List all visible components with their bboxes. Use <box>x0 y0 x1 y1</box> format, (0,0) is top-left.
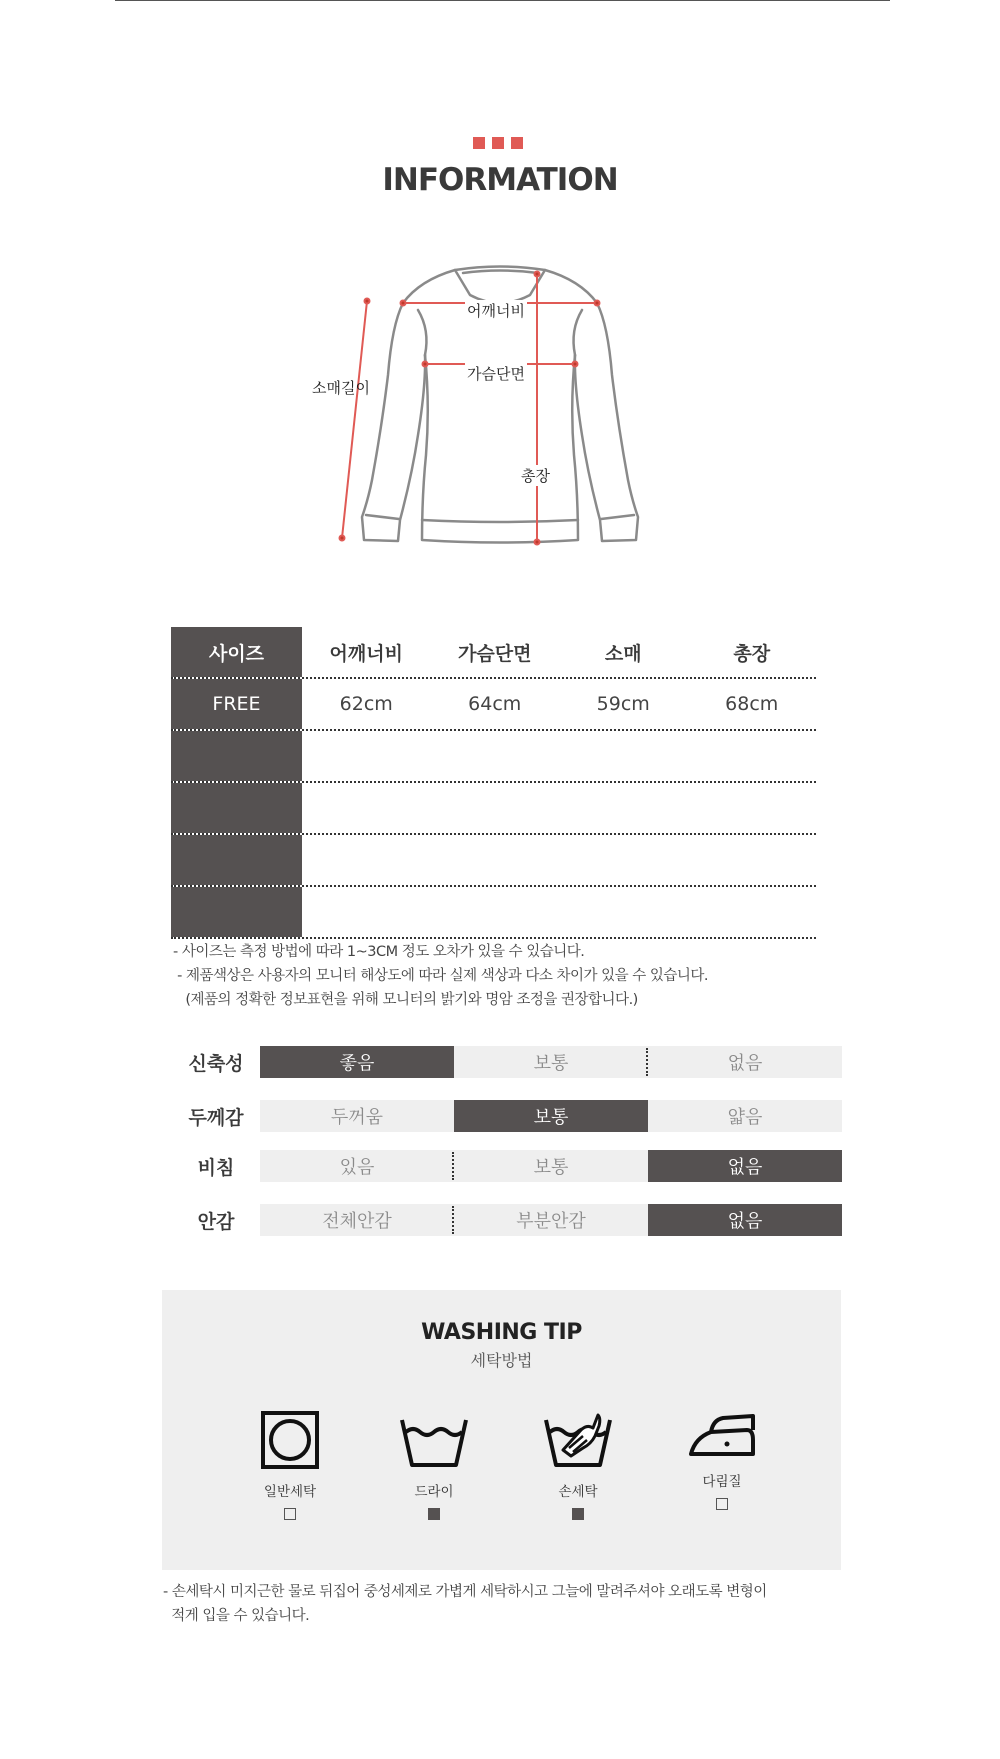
table-row <box>171 887 816 939</box>
attribute-option: 보통 <box>454 1100 648 1132</box>
attribute-scale <box>260 1204 842 1236</box>
table-cell: 62cm <box>339 693 393 715</box>
table-row <box>171 731 816 783</box>
table-cell: 59cm <box>596 693 650 715</box>
washing-title: WASHING TIP <box>421 1320 582 1345</box>
wash-option-label: 다림질 <box>702 1474 742 1490</box>
table-header-cell: 사이즈 <box>171 627 302 677</box>
note-line: (제품의 정확한 정보표현을 위해 모니터의 밝기와 명암 조정을 권장합니다.) <box>173 992 638 1008</box>
attribute-option: 없음 <box>727 1053 763 1074</box>
red-square-icon <box>492 137 504 149</box>
wash-option-label: 일반세탁 <box>263 1484 317 1500</box>
note-line: - 제품색상은 사용자의 모니터 해상도에 따라 실제 색상과 다소 차이가 있을 수 있습니다. <box>173 968 709 984</box>
attribute-option: 부분안감 <box>516 1211 586 1232</box>
washing-subtitle: 세탁방법 <box>470 1351 533 1370</box>
table-header-cell: 가슴단면 <box>458 642 532 665</box>
checkbox-empty-icon <box>284 1508 296 1520</box>
attribute-row <box>170 1150 842 1182</box>
attribute-option: 보통 <box>454 1046 648 1078</box>
attribute-option: 좋음 <box>260 1046 454 1078</box>
red-square-icon <box>473 137 485 149</box>
attribute-scale <box>260 1100 842 1132</box>
attribute-row <box>170 1046 842 1078</box>
attribute-label: 신축성 <box>188 1052 244 1075</box>
size-notes <box>173 940 708 1012</box>
table-cell <box>171 835 302 885</box>
attribute-option: 보통 <box>533 1157 569 1178</box>
wash-option-label: 드라이 <box>414 1484 454 1500</box>
title-decoration <box>473 137 523 149</box>
machine-wash-icon <box>260 1410 320 1470</box>
attribute-scale <box>260 1150 842 1182</box>
table-header-cell: 소매 <box>604 642 642 665</box>
wash-option-iron <box>672 1410 772 1510</box>
attribute-option: 얇음 <box>727 1107 763 1128</box>
checkbox-filled-icon <box>572 1508 584 1520</box>
table-row <box>171 783 816 835</box>
attribute-option: 두꺼움 <box>330 1107 384 1128</box>
table-row <box>171 679 816 731</box>
table-header-cell: 총장 <box>733 642 771 665</box>
table-cell: 64cm <box>468 693 522 715</box>
table-row <box>171 835 816 887</box>
hand-wash-icon <box>543 1410 613 1470</box>
wash-option-machine <box>240 1410 340 1520</box>
washing-notes <box>163 1580 767 1628</box>
attribute-label: 비침 <box>197 1156 235 1179</box>
washing-tip-panel <box>162 1290 841 1570</box>
checkbox-filled-icon <box>428 1508 440 1520</box>
note-line: 적게 입을 수 있습니다. <box>163 1608 310 1624</box>
attribute-option: 있음 <box>260 1150 454 1182</box>
wash-option-hand <box>528 1410 628 1520</box>
attribute-row <box>170 1100 842 1132</box>
attribute-option: 없음 <box>648 1204 842 1236</box>
shoulder-label: 어깨너비 <box>467 302 525 320</box>
length-label: 총장 <box>521 467 550 485</box>
iron-icon <box>687 1410 757 1460</box>
page-title: INFORMATION <box>382 162 618 198</box>
sleeve-label: 소매길이 <box>312 379 370 397</box>
chest-label: 가슴단면 <box>467 365 525 383</box>
attribute-row <box>170 1204 842 1236</box>
attribute-scale <box>260 1046 842 1078</box>
table-header-row <box>171 627 816 679</box>
wash-option-dry <box>384 1410 484 1520</box>
note-line: - 손세탁시 미지근한 물로 뒤집어 중성세제로 가볍게 세탁하시고 그늘에 말려주셔야 오래도록 변형이 <box>163 1584 767 1600</box>
attribute-option: 없음 <box>648 1150 842 1182</box>
attribute-option: 전체안감 <box>260 1204 454 1236</box>
table-header-cell: 어깨너비 <box>329 642 403 665</box>
top-divider <box>115 0 890 1</box>
wash-option-label: 손세탁 <box>558 1484 598 1500</box>
note-line: - 사이즈는 측정 방법에 따라 1~3CM 정도 오차가 있을 수 있습니다. <box>173 944 585 960</box>
checkbox-empty-icon <box>716 1498 728 1510</box>
red-square-icon <box>511 137 523 149</box>
attribute-label: 안감 <box>197 1210 235 1233</box>
table-cell: FREE <box>171 679 302 729</box>
table-cell <box>171 731 302 781</box>
table-cell <box>171 783 302 833</box>
size-table <box>171 627 816 939</box>
attribute-label: 두께감 <box>188 1106 244 1129</box>
dry-clean-icon <box>399 1410 469 1470</box>
table-cell <box>171 887 302 937</box>
table-cell: 68cm <box>725 693 779 715</box>
